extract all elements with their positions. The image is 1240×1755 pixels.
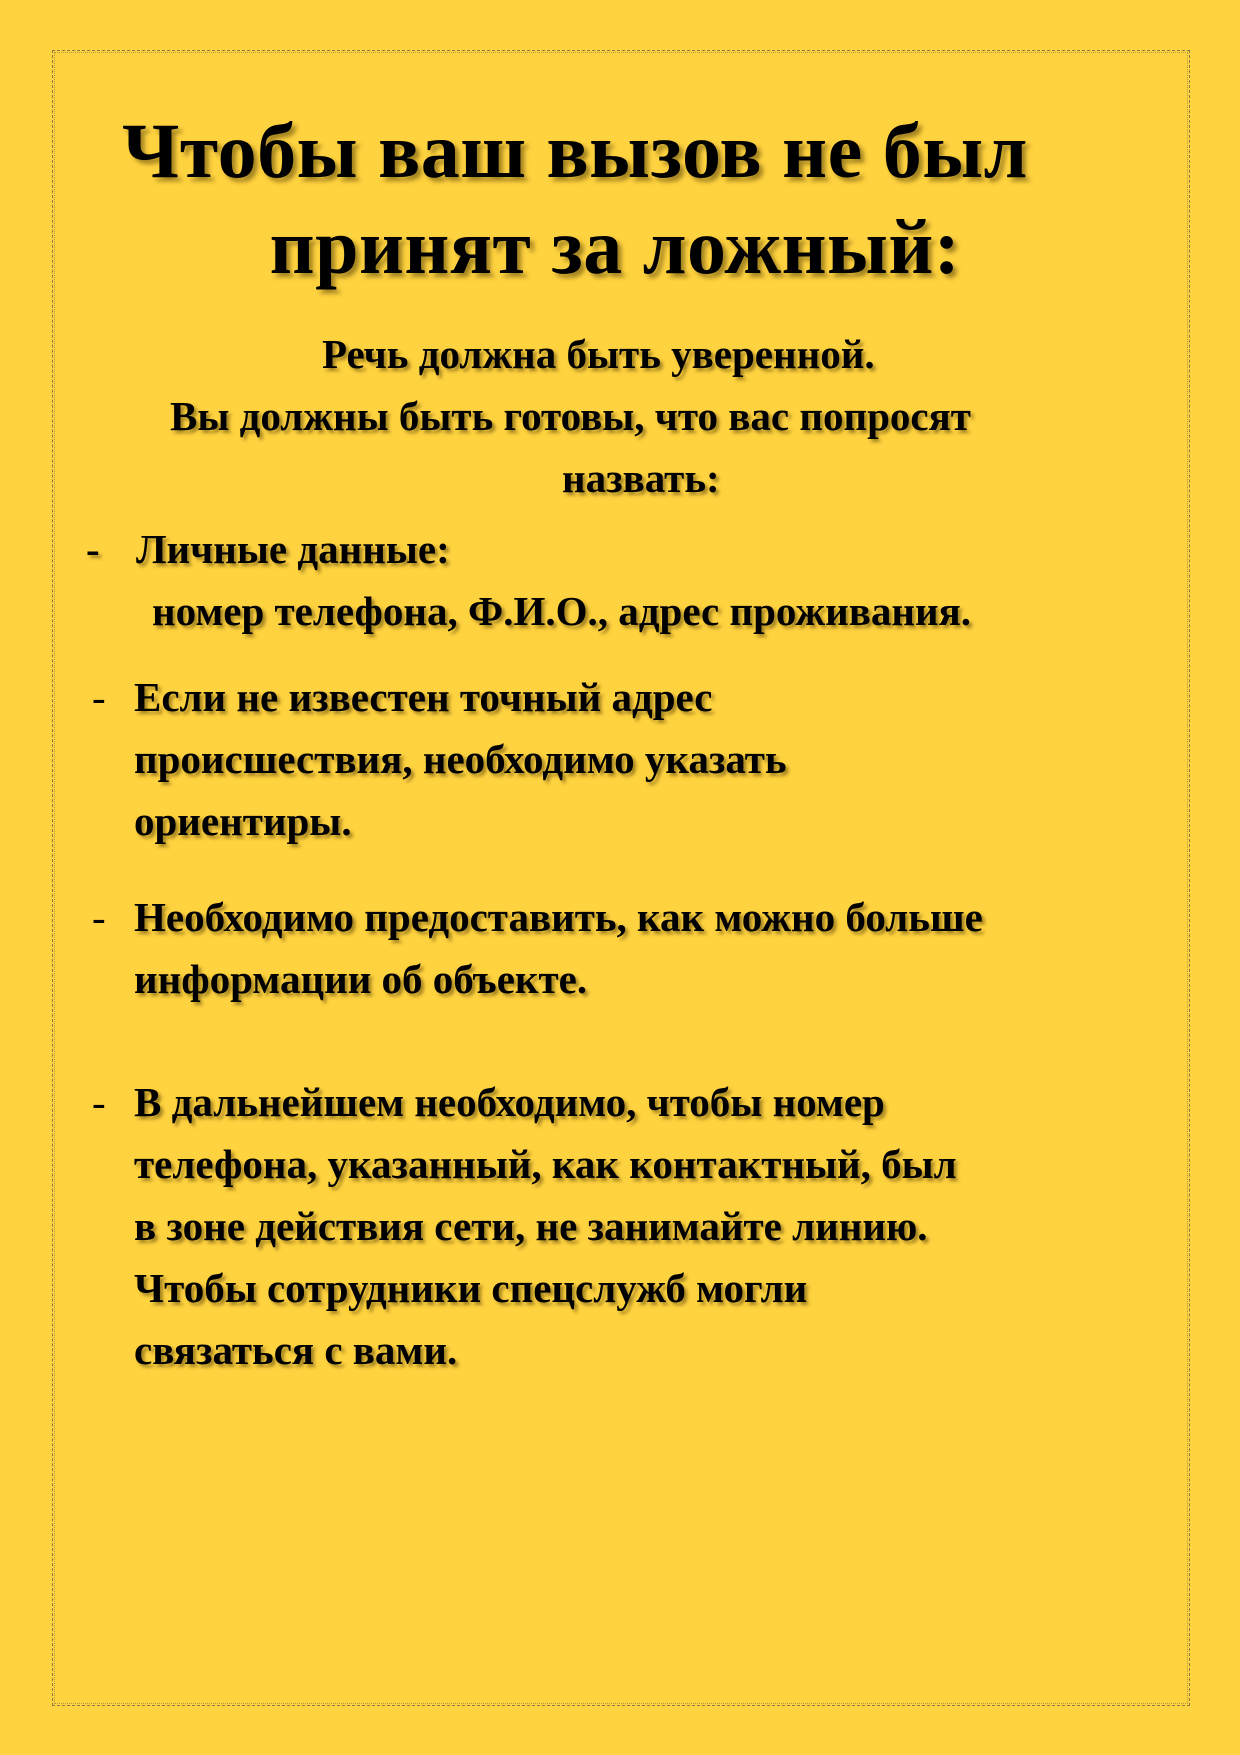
title-line-2: принят за ложный: xyxy=(269,203,961,290)
list-item-line: Чтобы сотрудники спецслужб могли xyxy=(134,1265,808,1311)
page-border xyxy=(52,50,1190,1706)
list-item-object-info xyxy=(92,886,1184,1010)
list-item-line: телефона, указанный, как контактный, был xyxy=(134,1141,957,1187)
list-item-line: В дальнейшем необходимо, чтобы номер xyxy=(134,1079,885,1125)
list-marker: - xyxy=(92,674,106,720)
list-item-line: происшествия, необходимо указать xyxy=(134,736,787,782)
list-item-line: Необходимо предоставить, как можно больше xyxy=(134,894,983,940)
list-item-line: связаться с вами. xyxy=(134,1327,458,1373)
list-item-line: Если не известен точный адрес xyxy=(134,674,713,720)
list-marker: - xyxy=(92,1079,106,1125)
intro-line-1: Речь должна быть уверенной. xyxy=(322,331,875,377)
list-marker: - xyxy=(86,526,100,572)
intro-line-3: назвать: xyxy=(562,455,720,501)
intro-line-2: Вы должны быть готовы, что вас попросят xyxy=(170,393,971,439)
personal-data-label: Личные данные: xyxy=(136,526,450,572)
list-item-line: ориентиры. xyxy=(134,798,352,844)
title-line-1: Чтобы ваш вызов не был xyxy=(122,107,1028,194)
list-item-address xyxy=(92,666,1184,852)
list-item-line: информации об объекте. xyxy=(134,956,588,1002)
list-item-phone-availability xyxy=(92,1071,1184,1381)
list-item-line: в зоне действия сети, не занимайте линию. xyxy=(134,1203,928,1249)
personal-data-detail: номер телефона, Ф.И.О., адрес проживания. xyxy=(152,588,972,634)
list-marker: - xyxy=(92,894,106,940)
page-title xyxy=(0,103,1240,295)
